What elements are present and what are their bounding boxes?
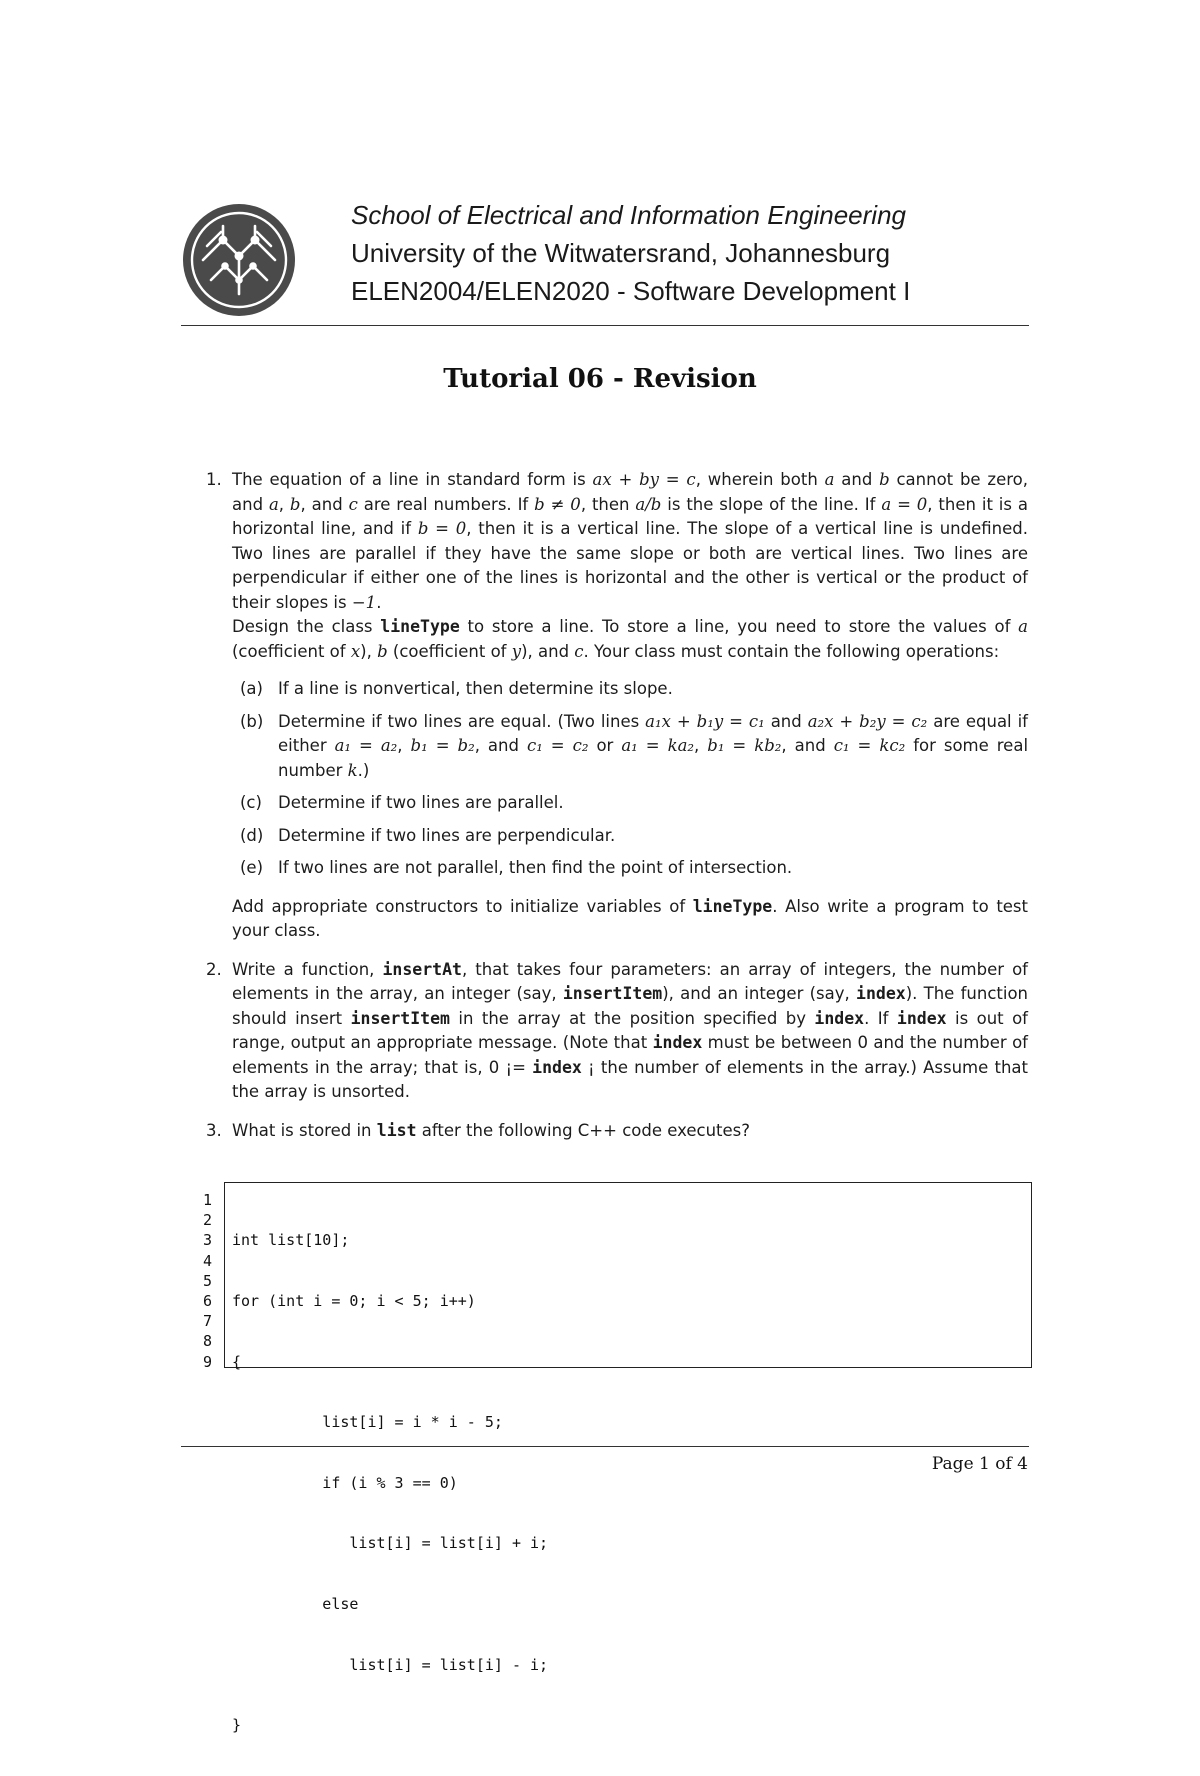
list-item: (e) If two lines are not parallel, then find the point of intersection.: [240, 858, 793, 877]
page-number: Page 1 of 4: [931, 1454, 1028, 1474]
list-item: (b) Determine if two lines are equal. (Two lines a₁x + b₁y = c₁ and a₂x + b₂y = c₂ are equal if either a₁ = a₂, b₁ = b₂, and c₁ = c₂ or a₁ = ka₂, b₁ = kb₂, and c₁ = kc₂ for some real number k.): [240, 711, 1029, 780]
line-number: 8: [202, 1332, 212, 1351]
school-name: School of Electrical and Information Engineering: [351, 200, 906, 230]
footer-divider: [181, 1446, 1029, 1447]
list-item: (a) If a line is nonvertical, then determine its slope.: [240, 679, 673, 698]
line-number: 1: [202, 1191, 212, 1209]
questions: [206, 468, 1029, 1143]
question-1: [206, 468, 1029, 944]
code-line: {: [232, 1352, 242, 1371]
code-line: list[i] = i * i - 5;: [232, 1413, 503, 1432]
line-number: 7: [202, 1312, 212, 1331]
code-line: else: [232, 1595, 359, 1614]
question-number: 1.: [206, 470, 222, 489]
line-number: 6: [202, 1292, 212, 1311]
list-item: (c) Determine if two lines are parallel.: [240, 793, 564, 812]
question-2: [206, 958, 1028, 1105]
line-number: 3: [202, 1231, 212, 1250]
code-line: }: [232, 1716, 242, 1735]
question-number: 3.: [206, 1120, 222, 1140]
question-1-closing: Add appropriate constructors to initialize variables of lineType. Also write a program to test your class.: [232, 896, 1029, 940]
question-3-text: What is stored in list after the following C++ code executes?: [232, 1120, 751, 1140]
line-number: 5: [202, 1271, 212, 1290]
list-item: (d) Determine if two lines are perpendicular.: [240, 825, 616, 845]
code-line-numbers: [198, 1190, 212, 1372]
code-line: for (int i = 0; i < 5; i++): [232, 1292, 476, 1311]
question-number: 2.: [206, 959, 222, 979]
page-title: Tutorial 06 - Revision: [443, 364, 757, 394]
code-line: if (i % 3 == 0): [232, 1473, 458, 1492]
question-1-design: Design the class lineType to store a line. To store a line, you need to store the values of a (coefficient of x), b (coefficient of y), and c. Your class must contain the following operations:: [232, 617, 1028, 661]
code-line: list[i] = list[i] - i;: [232, 1655, 549, 1674]
line-number: 9: [202, 1352, 212, 1371]
code-listing: [232, 1190, 548, 1776]
question-3: [206, 1119, 1028, 1144]
course-name: ELEN2004/ELEN2020 - Software Development I: [351, 276, 911, 306]
header-divider: [181, 325, 1029, 326]
question-2-text: Write a function, insertAt, that takes four parameters: an array of integers, the number of elements in the array, an integer (say, insertItem), and an integer (say, index). The function should insert insertItem in the array at the position specified by index. If index is out of range, output an appropriate message. (Note that index must be between 0 and the number of elements in the array; that is, 0 ¡= index ¡ the number of elements in the array.) Assume that the array is unsorted.: [232, 959, 1028, 1101]
document-header: [181, 196, 1029, 326]
code-line: int list[10];: [232, 1231, 350, 1250]
circuit-seal-icon: [181, 202, 297, 318]
operation-list: [232, 677, 1028, 881]
code-line: list[i] = list[i] + i;: [232, 1534, 549, 1553]
question-1-intro: The equation of a line in standard form is ax + by = c, wherein both a and b cannot be zero, and a, b, and c are real numbers. If b ≠ 0, then a/b is the slope of the line. If a = 0, then it is a horizontal line, and if b = 0, then it is a vertical line. The slope of a vertical line is undefined. Two lines are parallel if they have the same slope or both are vertical lines. Two lines are perpendicular if either one of the lines is horizontal and the other is vertical or the product of their slopes is −1.: [232, 470, 1028, 612]
university-name: University of the Witwatersrand, Johannesburg: [351, 238, 891, 268]
line-number: 4: [202, 1251, 212, 1270]
line-number: 2: [202, 1211, 212, 1230]
